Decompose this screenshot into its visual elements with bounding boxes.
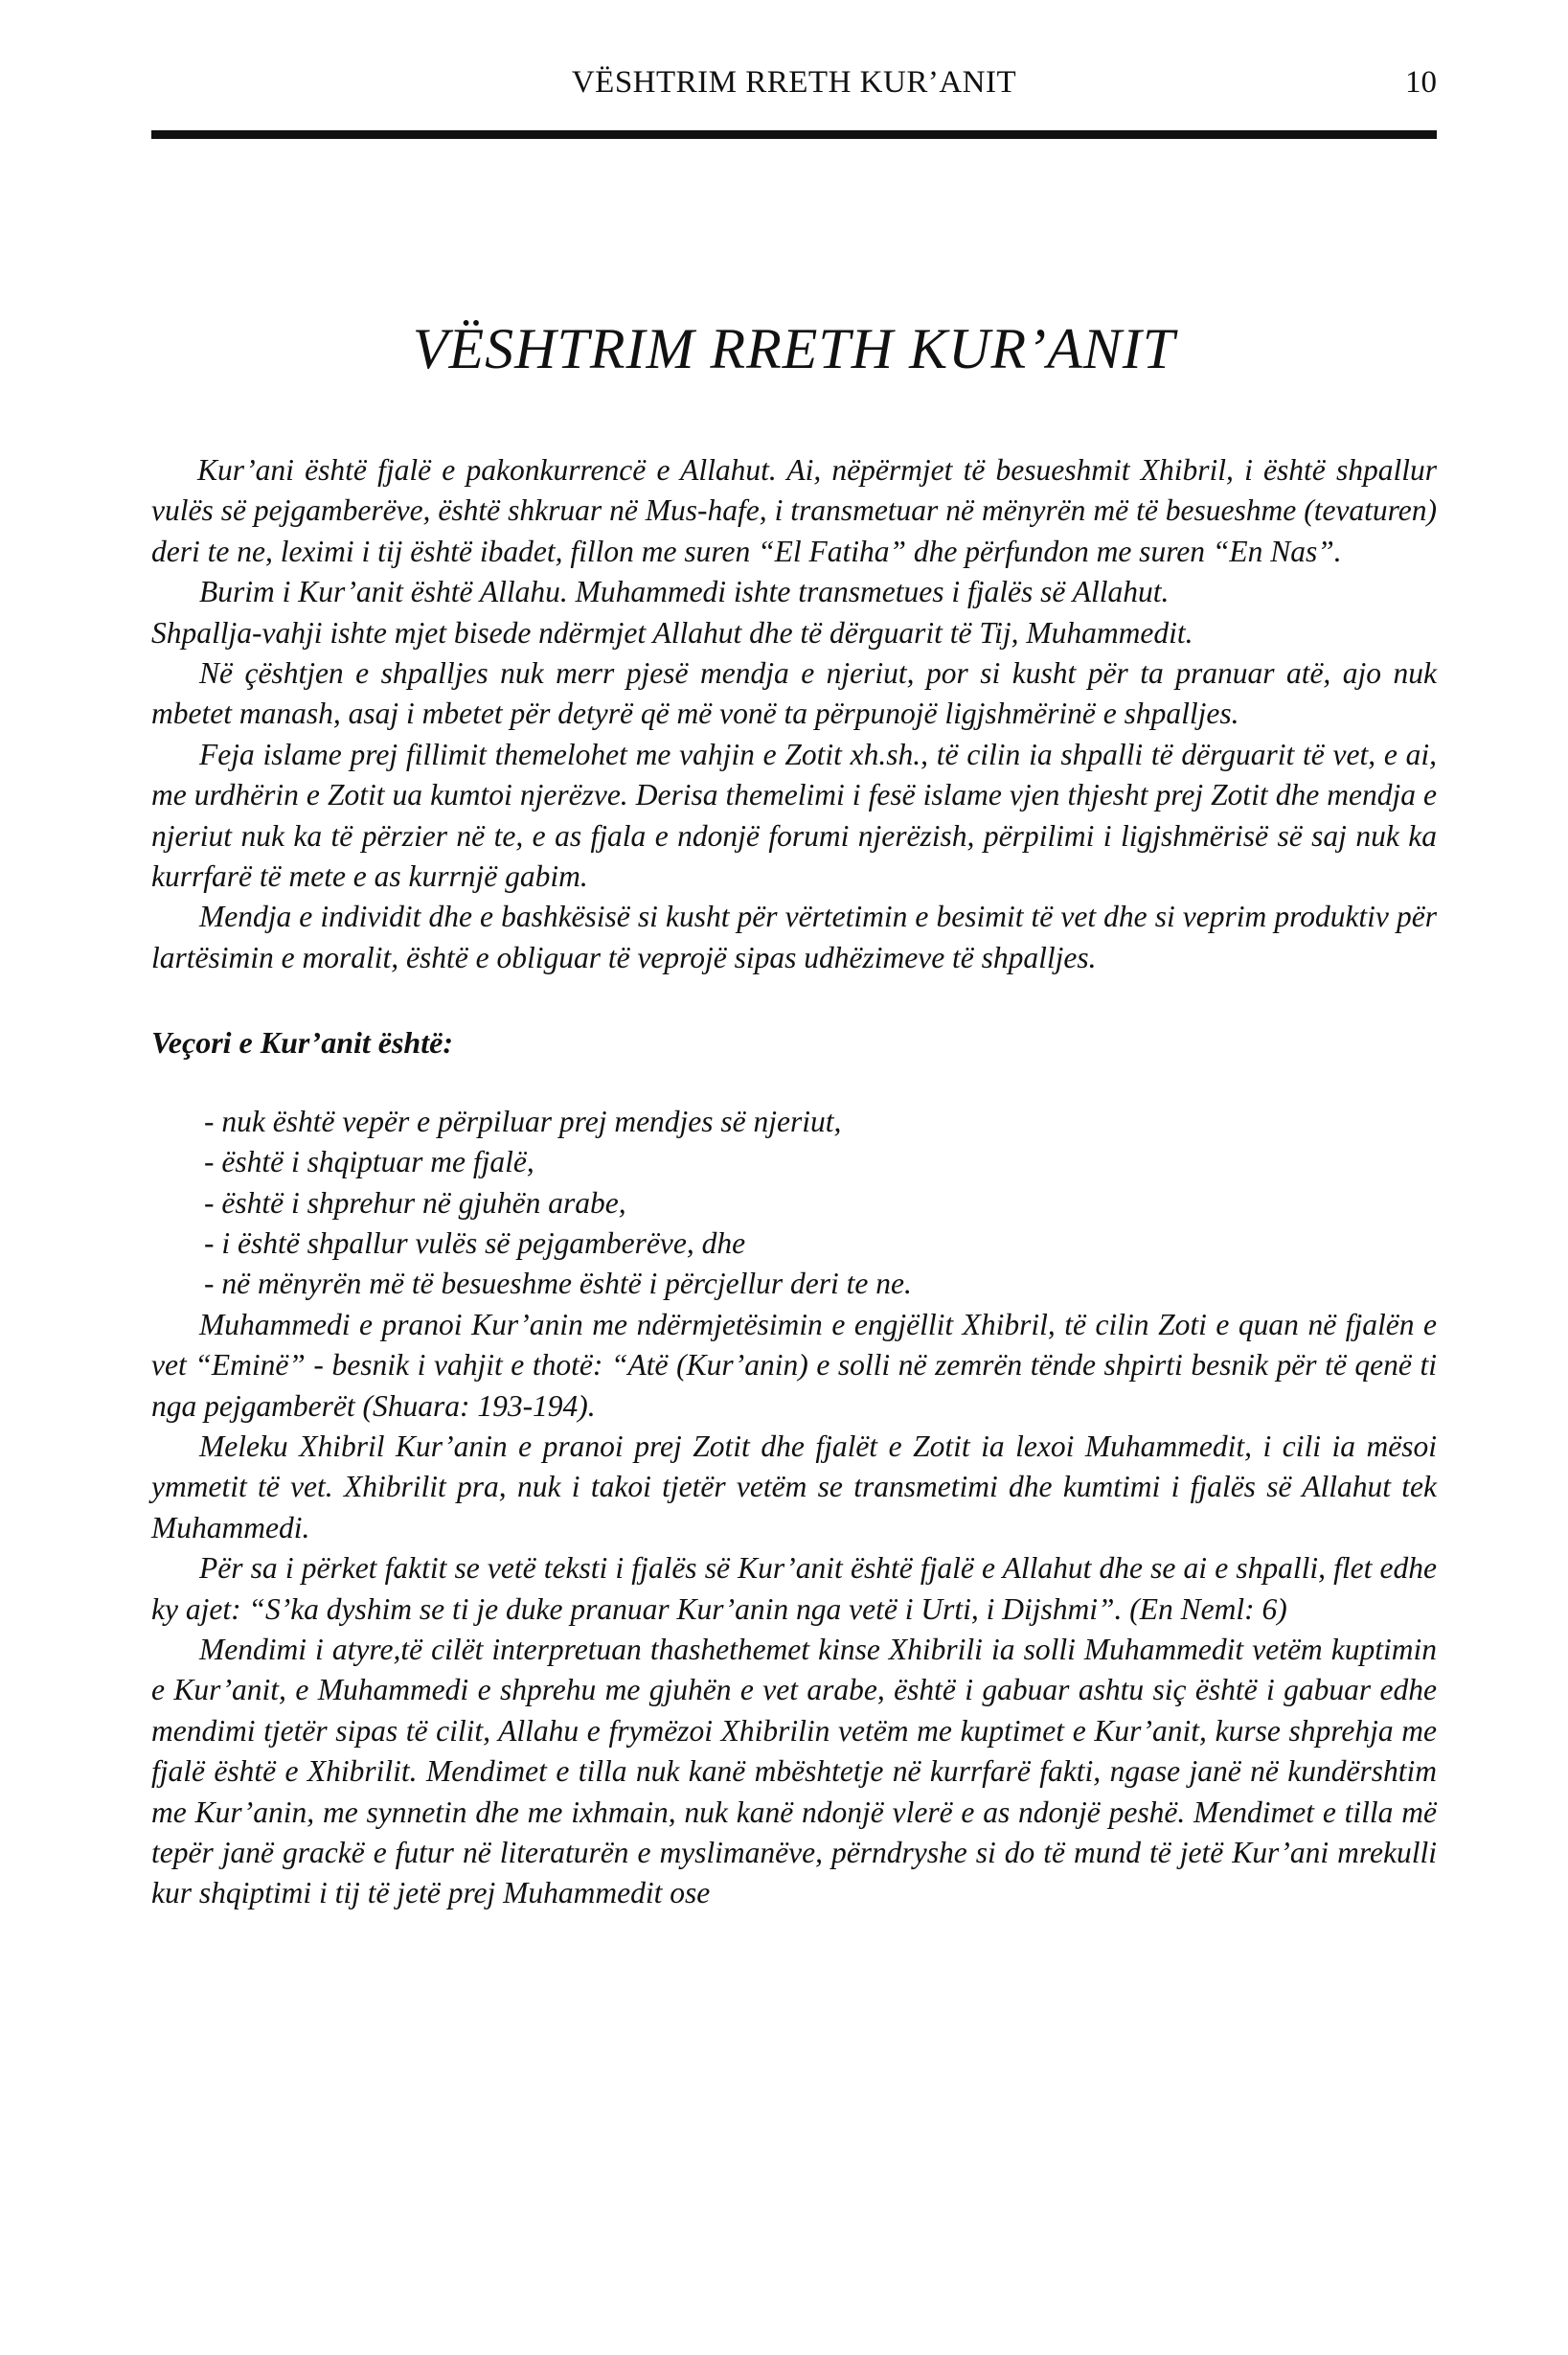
header-rule xyxy=(151,130,1437,139)
page-number: 10 xyxy=(1405,65,1437,100)
paragraph: Për sa i përket faktit se vetë teksti i fjalës së Kur’anit është fjalë e Allahut dhe se ai e shpalli, flet edhe ky ajet: “S’ka dyshim se ti je duke pranuar Kur’anin nga vetë i Urti, i Dijshmi”. (En Neml: 6) xyxy=(151,1551,1437,1626)
paragraph: Meleku Xhibril Kur’anin e pranoi prej Zotit dhe fjalët e Zotit ia lexoi Muhammedit, i cili ia mësoi ymmetit të vet. Xhibrilit pra, nuk i takoi tjetër vetëm se transmetimi dhe kumtimi i fjalës së Allahut tek Muhammedi. xyxy=(151,1429,1437,1544)
paragraph: Muhammedi e pranoi Kur’anin me ndërmjetësimin e engjëllit Xhibril, të cilin Zoti e quan në fjalën e vet “Eminë” - besnik i vahjit e thotë: “Atë (Kur’anin) e solli në zemrën tënde shpirti besnik për të qenë ti nga pejgamberët (Shuara: 193-194). xyxy=(151,1307,1437,1423)
running-header xyxy=(151,59,1437,117)
list-item: - nuk është vepër e përpiluar prej mendjes së njeriut, xyxy=(204,1104,842,1138)
list-item: - është i shqiptuar me fjalë, xyxy=(204,1145,534,1179)
paragraph: Feja islame prej fillimit themelohet me vahjin e Zotit xh.sh., të cilin ia shpalli të dërguarit të vet, e ai, me urdhërin e Zotit ua kumtoi njerëzve. Derisa themelimi i fesë islame vjen thjesht prej Zotit dhe mendja e njeriut nuk ka të përzier në te, e as fjala e ndonjë forumi njerëzish, përpilimi i ligjshmërisë së saj nuk ka kurrfarë të mete e as kurrnjë gabim. xyxy=(151,737,1437,894)
list-item: - është i shprehur në gjuhën arabe, xyxy=(204,1185,626,1220)
features-list xyxy=(151,1102,1437,1305)
paragraph: Mendja e individit dhe e bashkësisë si kusht për vërtetimin e besimit të vet dhe si veprim produktiv për lartësimin e moralit, është e obliguar të veprojë sipas udhëzimeve të shpalljes. xyxy=(151,900,1437,974)
section-heading: Veçori e Kur’anit është: xyxy=(151,1025,453,1061)
list-item: - i është shpallur vulës së pejgamberëve, dhe xyxy=(204,1225,746,1260)
paragraph: Shpallja-vahji ishte mjet bisede ndërmjet Allahut dhe të dërguarit të Tij, Muhammedit. xyxy=(151,615,1193,650)
paragraph: Në çështjen e shpalljes nuk merr pjesë mendja e njeriut, por si kusht për ta pranuar atë, ajo nuk mbetet manash, asaj i mbetet për detyrë që më vonë ta përpunojë ligjshmërinë e shpalljes. xyxy=(151,656,1437,731)
running-title: VËSHTRIM RRETH KUR’ANIT xyxy=(571,65,1017,100)
chapter-title: VËSHTRIM RRETH KUR’ANIT xyxy=(412,317,1176,380)
paragraph: Mendimi i atyre,të cilët interpretuan thashethemet kinse Xhibrili ia solli Muhammedit vetëm kuptimin e Kur’anit, e Muhammedi e shprehu me gjuhën e vet arabe, është i gabuar ashtu siç është i gabuar edhe mendimi tjetër sipas të cilit, Allahu e frymëzoi Xhibrilin vetëm me kuptimet e Kur’anit, kurse shprehja me fjalë është e Xhibrilit. Mendimet e tilla nuk kanë mbështetje në kurrfarë fakti, ngase janë në kundërshtim me Kur’anin, me synnetin dhe me ixhmain, nuk kanë ndonjë vlerë e as ndonjë peshë. Mendimet e tilla më tepër janë grackë e futur në literaturën e myslimanëve, përndryshe si do të mund të jetë Kur’ani mrekulli kur shqiptimi i tij të jetë prej Muhammedit ose xyxy=(151,1632,1437,1910)
list-item: - në mënyrën më të besueshme është i përcjellur deri te ne. xyxy=(204,1267,912,1301)
paragraph: Kur’ani është fjalë e pakonkurrencë e Allahut. Ai, nëpërmjet të besueshmit Xhibril, i është shpallur vulës së pejgamberëve, është shkruar në Mus-hafe, i transmetuar në mënyrën më të besueshme (tevaturen) deri te ne, leximi i tij është ibadet, fillon me suren “El Fatiha” dhe përfundon me suren “En Nas”. xyxy=(151,453,1437,568)
paragraph: Burim i Kur’anit është Allahu. Muhammedi ishte transmetues i fjalës së Allahut. xyxy=(199,575,1170,609)
body-text xyxy=(151,450,1437,1914)
